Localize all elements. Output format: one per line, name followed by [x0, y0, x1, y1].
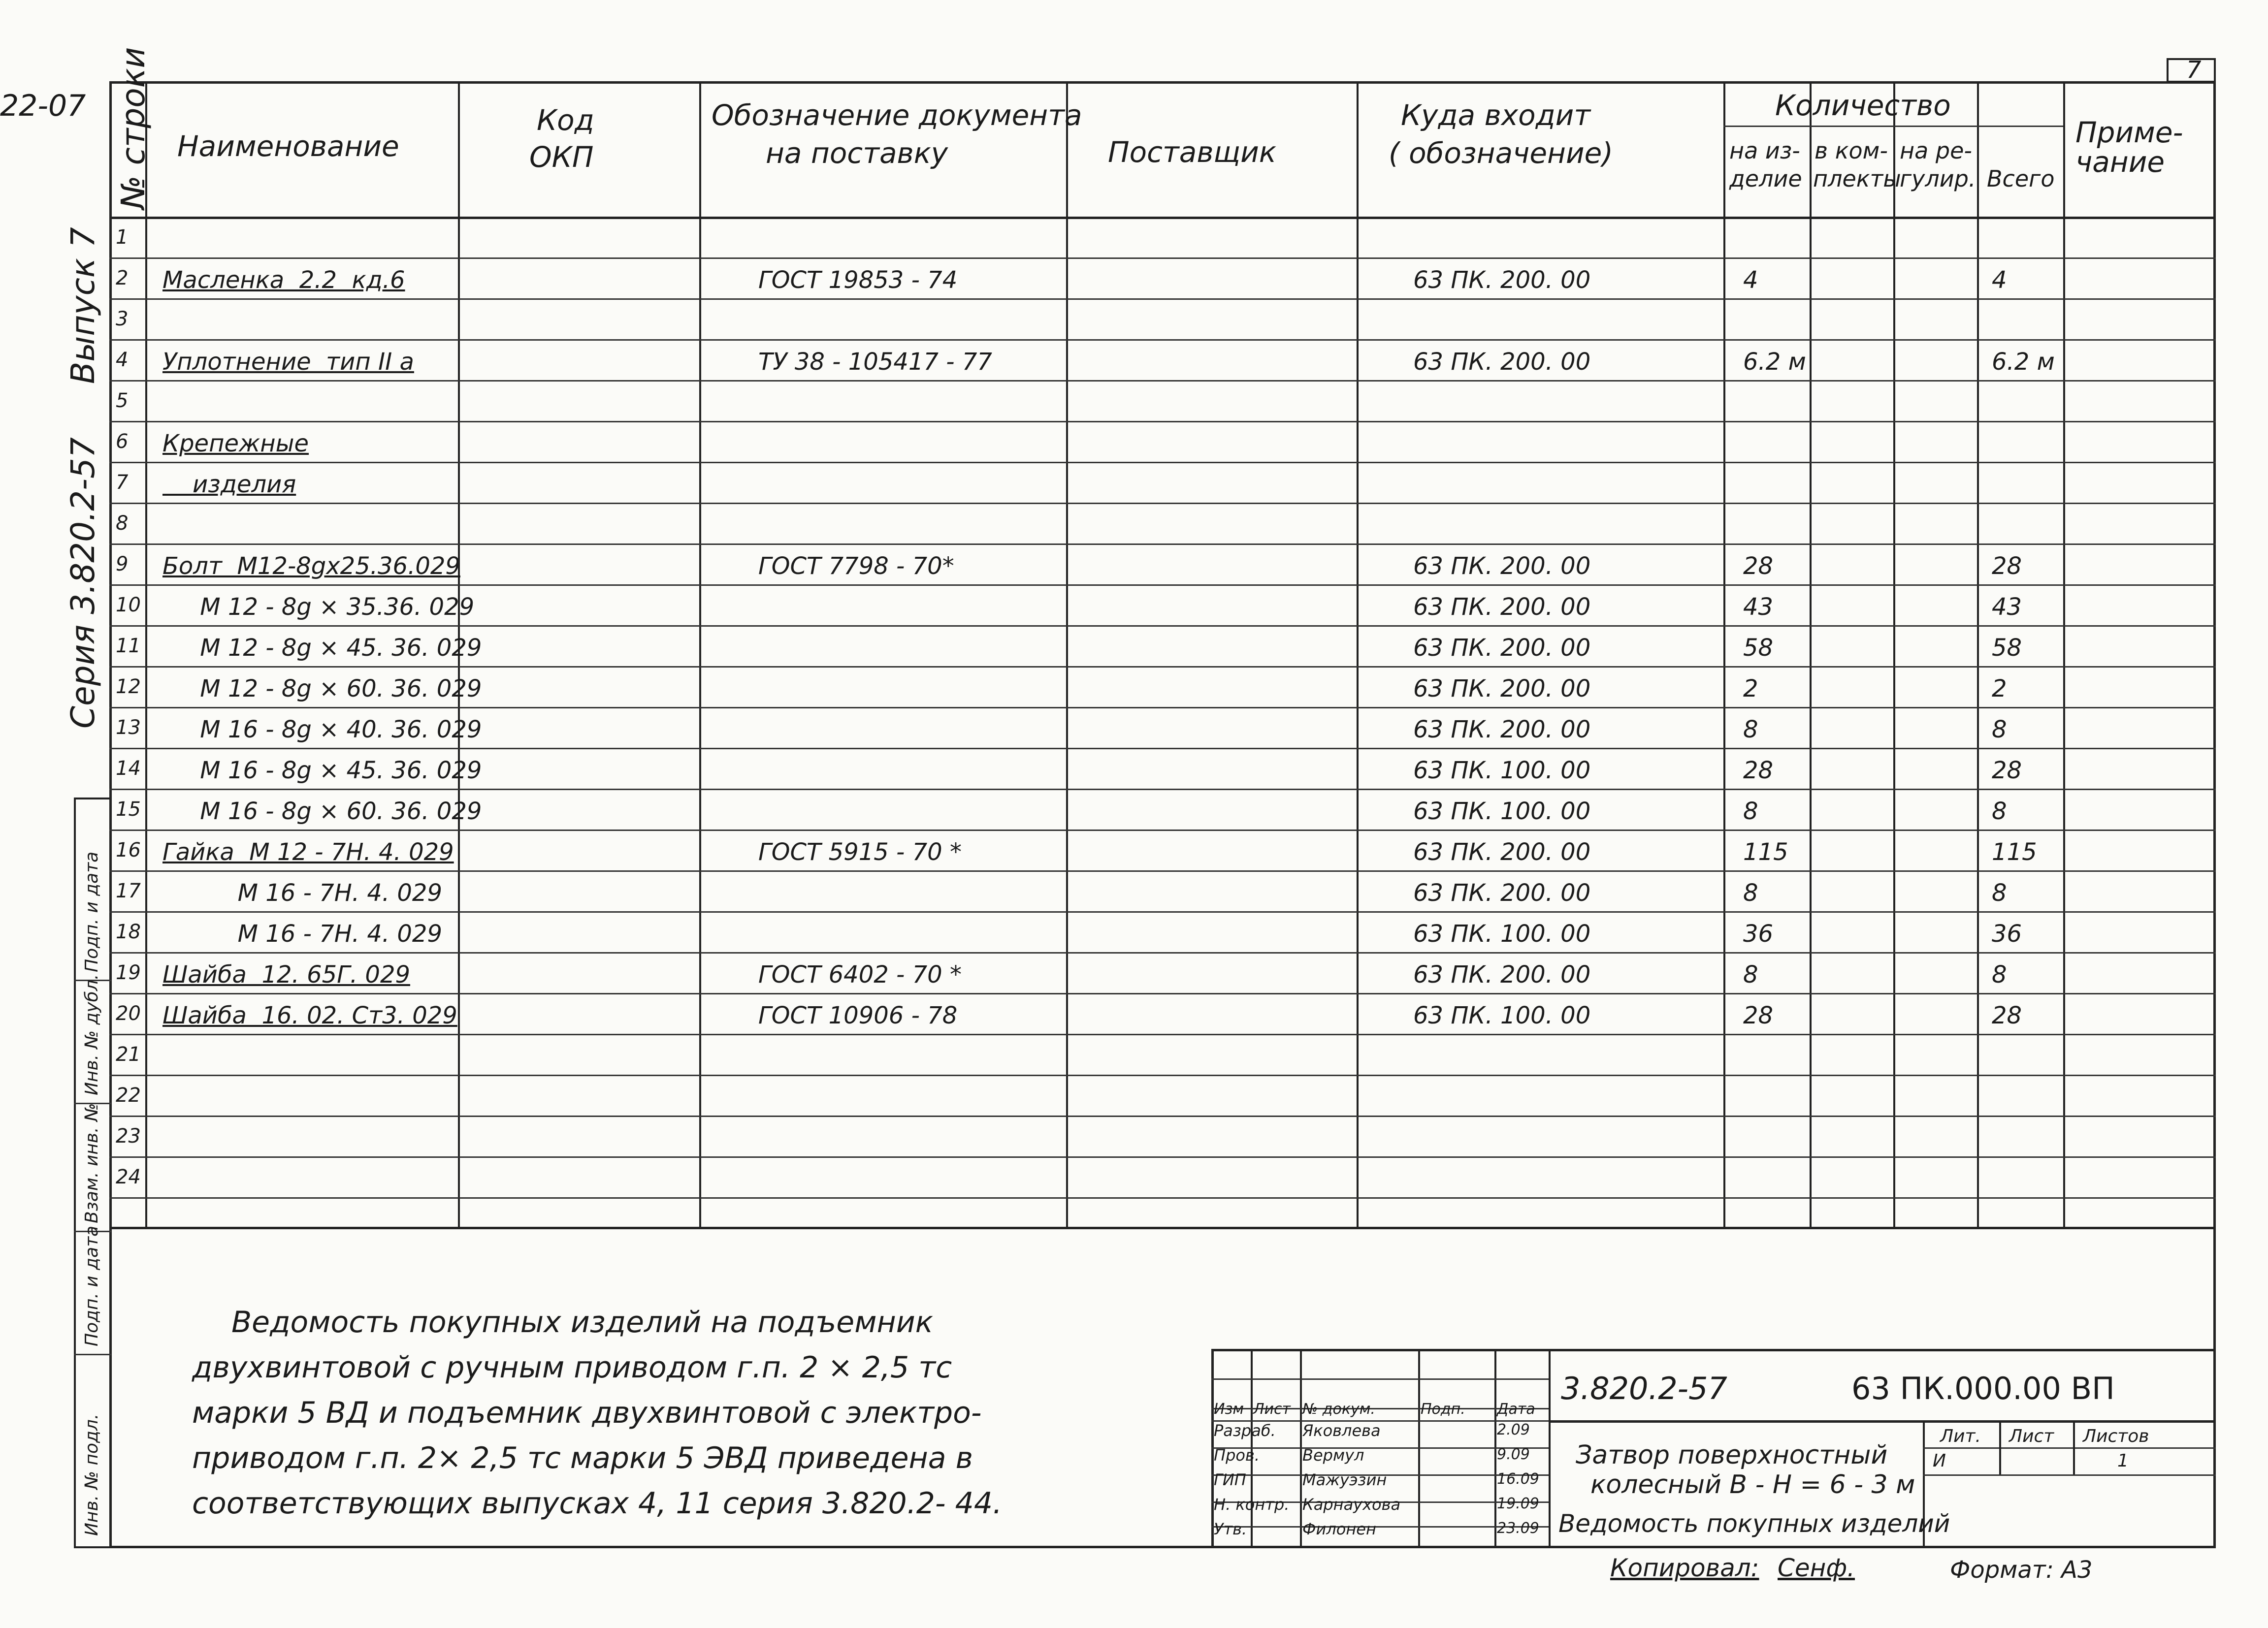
title-designation: 63 ПК.000.00 ВП [1851, 1371, 2115, 1406]
side-stamp-1: Подп. и дата [82, 851, 102, 972]
row-total: 36 [1992, 920, 2022, 948]
note-line: приводом г.п. 2× 2,5 тс марки 5 ЭВД приведена в [192, 1441, 973, 1475]
row-where: 63 ПК. 200. 00 [1413, 634, 1591, 662]
note-block [192, 1300, 1002, 1526]
row-where: 63 ПК. 100. 00 [1413, 757, 1591, 784]
row-name: Масленка 2.2 кд.6 [162, 266, 405, 294]
row-number: 6 [116, 430, 129, 453]
row-total: 28 [1992, 757, 2022, 784]
sheets-label: Листов [2083, 1426, 2149, 1446]
row-where: 63 ПК. 200. 00 [1413, 961, 1591, 989]
row-line [109, 911, 2216, 913]
row-line [109, 748, 2216, 749]
row-number: 11 [116, 635, 141, 657]
row-number: 21 [116, 1043, 141, 1066]
row-total: 8 [1992, 716, 2007, 743]
row-name: Шайба 16. 02. Ст3. 029 [162, 1002, 457, 1029]
row-name: изделия [162, 471, 296, 498]
row-name: М 16 - 7Н. 4. 029 [162, 920, 442, 948]
row-qty: 36 [1743, 920, 1774, 948]
row-line [109, 462, 2216, 463]
sheet-number: 7 [2186, 56, 2202, 84]
staff-name: Карнаухова [1302, 1495, 1401, 1514]
row-name: М 12 - 8g × 35.36. 029 [162, 593, 475, 621]
row-line [109, 543, 2216, 545]
row-line [109, 993, 2216, 994]
title-line-3: Ведомость покупных изделий [1558, 1509, 1950, 1538]
row-where: 63 ПК. 200. 00 [1413, 675, 1591, 702]
row-total: 8 [1992, 798, 2007, 825]
row-line [109, 584, 2216, 586]
title-line-2: колесный В - Н = 6 - 3 м [1590, 1470, 1915, 1500]
row-number: 23 [116, 1125, 141, 1148]
row-number: 7 [116, 471, 129, 494]
row-line [109, 666, 2216, 668]
row-line [109, 870, 2216, 872]
row-name: Уплотнение тип II а [162, 348, 414, 376]
staff-role: Утв. [1214, 1520, 1247, 1538]
lit-value: И [1933, 1451, 1946, 1471]
staff-date: 9.09 [1497, 1446, 1530, 1463]
staff-date: 19.09 [1497, 1495, 1539, 1512]
row-line [109, 1116, 2216, 1117]
row-line [109, 1197, 2216, 1199]
staff-name: Мажуэзин [1302, 1470, 1387, 1489]
side-stamp-4: Подп. и дата [82, 1225, 102, 1346]
row-line [109, 421, 2216, 422]
header-okp-1: Код [537, 103, 594, 137]
row-line [109, 339, 2216, 341]
row-line [109, 1075, 2216, 1076]
row-line [109, 298, 2216, 300]
header-where-1: Куда входит [1401, 98, 1591, 132]
staff-role: ГИП [1214, 1470, 1246, 1489]
row-line [109, 625, 2216, 627]
row-where: 63 ПК. 200. 00 [1413, 348, 1591, 376]
row-number: 22 [116, 1084, 141, 1107]
side-stamp-3: Взам. инв. № [82, 1103, 102, 1223]
row-number: 15 [116, 798, 141, 821]
row-doc: ГОСТ 19853 - 74 [758, 266, 958, 294]
corner-mark: 22-07 [0, 89, 86, 123]
title-block-divider [1549, 1420, 2216, 1423]
row-number: 2 [116, 267, 129, 289]
row-qty: 8 [1743, 716, 1758, 743]
title-block-header: Дата [1497, 1401, 1535, 1418]
row-number: 4 [116, 349, 129, 371]
row-qty: 6.2 м [1743, 348, 1806, 376]
table-column-line [1357, 81, 1359, 1227]
note-line: соответствующих выпусках 4, 11 серия 3.820.2- 44. [192, 1486, 1003, 1521]
row-total: 8 [1992, 961, 2007, 989]
header-where-2: ( обозначение) [1389, 136, 1613, 170]
row-number: 8 [116, 512, 129, 535]
row-number: 24 [116, 1166, 141, 1188]
staff-name: Филонен [1302, 1520, 1376, 1538]
header-name: Наименование [177, 129, 399, 163]
staff-name: Яковлева [1302, 1421, 1381, 1440]
title-block-row [1211, 1378, 1549, 1380]
row-line [109, 1034, 2216, 1035]
header-bottom-line [109, 217, 2216, 219]
row-qty: 28 [1743, 552, 1774, 580]
header-supplier: Поставщик [1108, 135, 1276, 169]
table-column-line [1723, 81, 1725, 1227]
row-number: 16 [116, 839, 141, 862]
header-row-no: № строки [114, 47, 152, 209]
row-number: 3 [116, 308, 129, 330]
title-block-header: № докум. [1302, 1401, 1375, 1418]
staff-date: 2.09 [1497, 1421, 1530, 1438]
header-note-1: Приме- [2075, 116, 2183, 149]
row-number: 9 [116, 553, 129, 575]
row-line [109, 503, 2216, 504]
row-name: М 12 - 8g × 60. 36. 029 [162, 675, 482, 702]
note-line: двухвинтовой с ручным приводом г.п. 2 × 2,5 тс [192, 1350, 952, 1385]
row-doc: ТУ 38 - 105417 - 77 [758, 348, 992, 376]
row-line [109, 952, 2216, 954]
row-number: 18 [116, 921, 141, 943]
row-qty: 8 [1743, 879, 1758, 907]
header-quantity: Количество [1775, 89, 1951, 122]
row-number: 13 [116, 716, 141, 739]
row-name: М 16 - 8g × 60. 36. 029 [162, 798, 482, 825]
title-block-header: Подп. [1421, 1401, 1465, 1418]
row-name: М 16 - 8g × 40. 36. 029 [162, 716, 482, 743]
row-total: 28 [1992, 1002, 2022, 1029]
side-stamp-2: Инв. № дубл. [82, 974, 102, 1095]
row-line [109, 1156, 2216, 1158]
row-line [109, 789, 2216, 790]
row-where: 63 ПК. 200. 00 [1413, 838, 1591, 866]
row-number: 12 [116, 675, 141, 698]
title-block-header: Изм [1214, 1401, 1244, 1418]
row-qty: 8 [1743, 961, 1758, 989]
sheets-value: 1 [2117, 1451, 2129, 1471]
row-where: 63 ПК. 200. 00 [1413, 593, 1591, 621]
row-total: 8 [1992, 879, 2007, 907]
header-q-kits-1: в ком- [1814, 137, 1888, 164]
staff-name: Вермул [1302, 1446, 1364, 1465]
header-doc-1: Обозначение документа [712, 98, 1082, 132]
title-block-row [1923, 1474, 2216, 1476]
row-qty: 2 [1743, 675, 1758, 702]
row-doc: ГОСТ 10906 - 78 [758, 1002, 958, 1029]
row-where: 63 ПК. 200. 00 [1413, 879, 1591, 907]
sheet-label: Лист [2009, 1426, 2054, 1446]
table-column-line [2063, 81, 2065, 1227]
row-name: Гайка М 12 - 7Н. 4. 029 [162, 838, 454, 866]
header-q-reg-2: гулир. [1900, 165, 1976, 192]
row-name: Шайба 12. 65Г. 029 [162, 961, 411, 989]
title-block-column [1549, 1349, 1551, 1548]
title-block-row [1923, 1447, 2216, 1449]
note-line: марки 5 ВД и подъемник двухвинтовой с электро- [192, 1396, 982, 1430]
row-total: 115 [1992, 838, 2037, 866]
side-stamp-5: Инв. № подл. [82, 1413, 102, 1536]
row-name: М 12 - 8g × 45. 36. 029 [162, 634, 482, 662]
row-qty: 43 [1743, 593, 1774, 621]
row-name: М 16 - 8g × 45. 36. 029 [162, 757, 482, 784]
row-where: 63 ПК. 200. 00 [1413, 266, 1591, 294]
row-number: 19 [116, 961, 141, 984]
row-total: 43 [1992, 593, 2022, 621]
header-doc-2: на поставку [766, 136, 948, 170]
row-number: 20 [116, 1002, 141, 1025]
spine-series: Серия 3.820.2-57 [64, 437, 102, 729]
table-column-line [1893, 81, 1895, 1227]
row-total: 6.2 м [1992, 348, 2055, 376]
header-note-2: чание [2075, 145, 2165, 179]
header-q-kits-2: плекты [1813, 165, 1901, 192]
row-number: 10 [116, 594, 141, 616]
row-total: 58 [1992, 634, 2022, 662]
quantity-header-line [1723, 126, 2063, 127]
row-total: 4 [1992, 266, 2007, 294]
title-block-header: Лист [1253, 1401, 1291, 1418]
table-column-line [1066, 81, 1068, 1227]
header-q-total: Всего [1987, 165, 2055, 192]
row-line [109, 830, 2216, 831]
header-q-product-2: делие [1729, 165, 1802, 192]
row-number: 14 [116, 757, 141, 780]
row-where: 63 ПК. 200. 00 [1413, 552, 1591, 580]
note-line: Ведомость покупных изделий на подъемник [231, 1305, 933, 1340]
row-where: 63 ПК. 100. 00 [1413, 920, 1591, 948]
row-line [109, 707, 2216, 708]
row-line [109, 257, 2216, 259]
row-line [109, 380, 2216, 382]
row-qty: 115 [1743, 838, 1788, 866]
row-qty: 8 [1743, 798, 1758, 825]
row-qty: 28 [1743, 757, 1774, 784]
table-bottom-line [109, 1227, 2216, 1229]
row-name: М 16 - 7Н. 4. 029 [162, 879, 442, 907]
spine-issue: Выпуск 7 [64, 227, 102, 384]
row-doc: ГОСТ 5915 - 70 * [758, 838, 962, 866]
header-okp-2: ОКП [529, 140, 594, 174]
row-where: 63 ПК. 100. 00 [1413, 798, 1591, 825]
row-qty: 58 [1743, 634, 1774, 662]
row-qty: 28 [1743, 1002, 1774, 1029]
table-column-line [1977, 81, 1979, 1227]
row-name: Болт М12-8gx25.36.029 [162, 552, 460, 580]
header-q-product-1: на из- [1729, 137, 1800, 164]
staff-role: Разраб. [1214, 1421, 1276, 1440]
row-total: 28 [1992, 552, 2022, 580]
staff-role: Пров. [1214, 1446, 1260, 1465]
row-name: Крепежные [162, 430, 309, 457]
lit-label: Лит. [1940, 1426, 1981, 1446]
table-column-line [1810, 81, 1812, 1227]
title-block-column [2073, 1420, 2075, 1474]
row-number: 17 [116, 880, 141, 902]
row-doc: ГОСТ 6402 - 70 * [758, 961, 962, 989]
staff-date: 23.09 [1497, 1520, 1539, 1537]
row-number: 5 [116, 389, 129, 412]
table-column-line [699, 81, 701, 1227]
staff-date: 16.09 [1497, 1470, 1539, 1488]
table-column-line [145, 81, 147, 1227]
staff-role: Н. контр. [1214, 1495, 1290, 1514]
header-q-reg-1: на ре- [1900, 137, 1972, 164]
row-where: 63 ПК. 100. 00 [1413, 1002, 1591, 1029]
title-block-column [1999, 1420, 2001, 1474]
title-code: 3.820.2-57 [1561, 1371, 1727, 1406]
title-line-1: Затвор поверхностный [1576, 1440, 1888, 1470]
row-total: 2 [1992, 675, 2007, 702]
copied-label: Копировал: [1610, 1554, 1759, 1582]
row-number: 1 [116, 226, 129, 249]
format-label: Формат: А3 [1950, 1556, 2093, 1584]
copied-signature: Сенф. [1778, 1554, 1855, 1582]
row-qty: 4 [1743, 266, 1758, 294]
row-doc: ГОСТ 7798 - 70* [758, 552, 954, 580]
row-where: 63 ПК. 200. 00 [1413, 716, 1591, 743]
